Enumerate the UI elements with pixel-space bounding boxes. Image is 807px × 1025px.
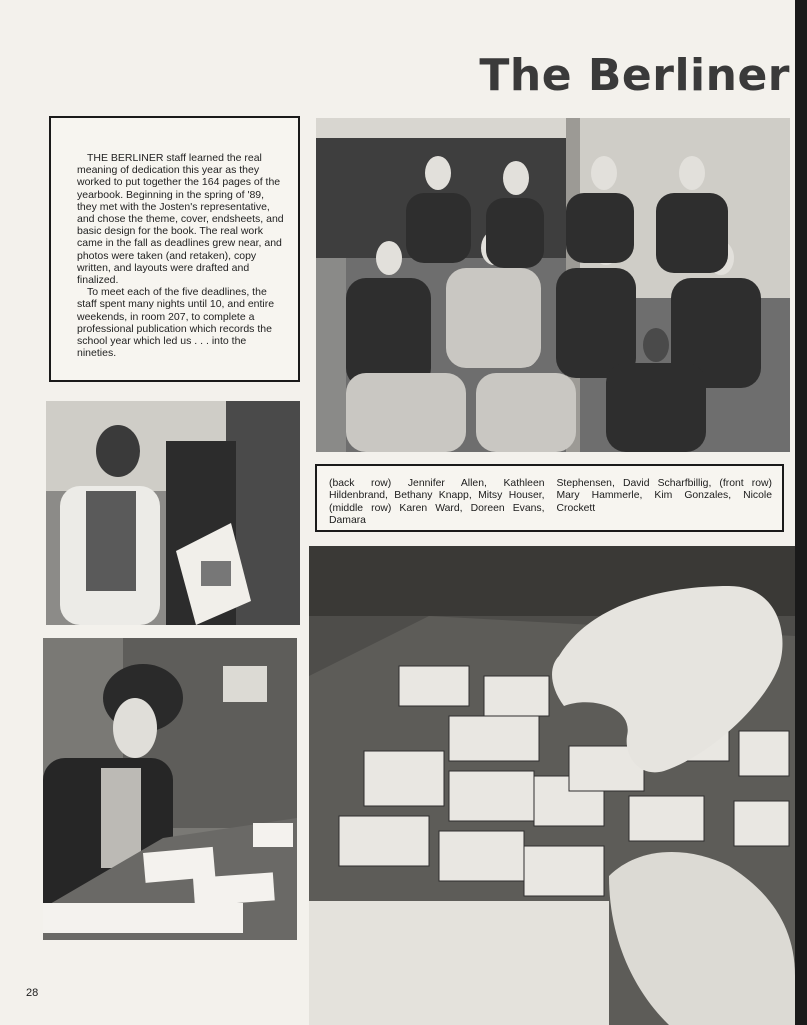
page-edge-strip [795,0,807,1025]
caption-column-2: Stephensen, David Scharfbillig, (front row) Mary Hammerle, Kim Gonzales, Nicole Crockett [556,478,772,514]
page-number: 28 [26,987,39,999]
staff-group-photo [316,118,790,452]
student-at-desk-photo [43,638,297,940]
page-title: The Berliner [479,50,790,101]
student-with-layout-photo [46,401,300,625]
photo-caption [315,464,784,532]
photo-layout-closeup [309,546,795,1025]
story-paragraph-1: THE BERLINER staff learned the real meaning of dedication this year as they worked to put together the 164 pages of the yearbook. Beginning in the spring of '89, they met with the Josten's representative, and chose the theme, cover, endsheets, and basic design for the book. The real work came in the fall as deadlines grew near, and photos were taken (and retaken), copy written, and layouts were drafted and finalized. [77,152,284,287]
story-paragraph-2: To meet each of the five deadlines, the staff spent many nights until 10, and entire weekends, in room 207, to complete a professional publication which records the school year which led us . . . into the nineties. [77,286,275,360]
caption-column-1: (back row) Jennifer Allen, Kathleen Hildenbrand, Bethany Knapp, Mitsy Houser, (middle row) Karen Ward, Doreen Evans, Damara [329,478,545,527]
story-box [49,116,300,382]
